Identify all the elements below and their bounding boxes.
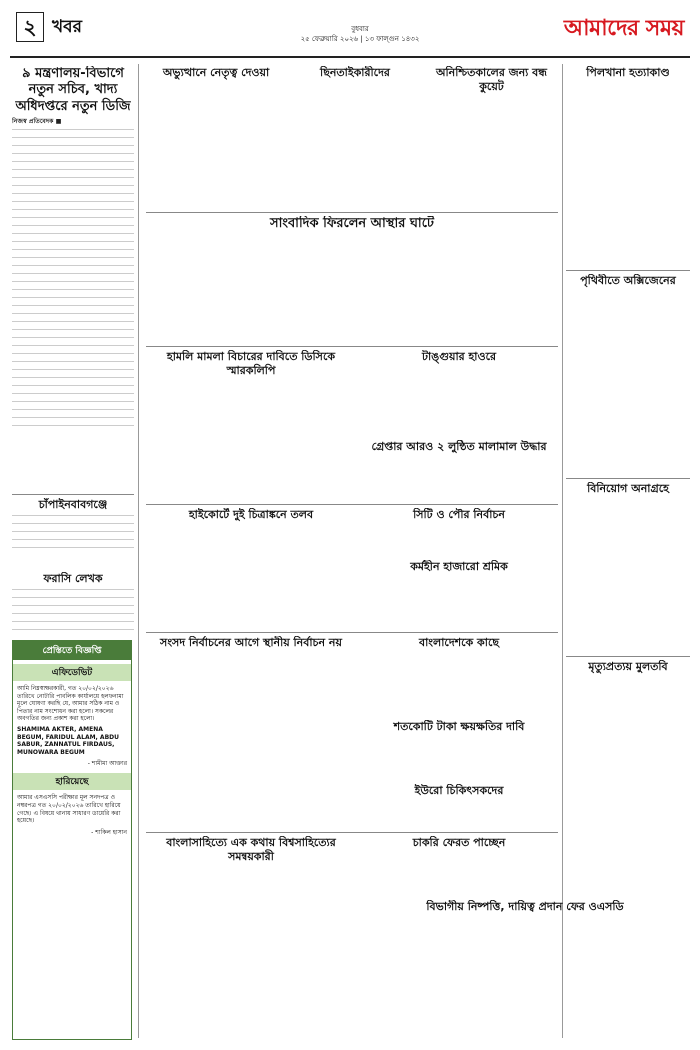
classified-item-body xyxy=(13,683,131,758)
article-investment[interactable] xyxy=(566,482,690,652)
article-headline: পিলখানা হত্যাকাণ্ড xyxy=(586,66,670,79)
article-eu[interactable] xyxy=(360,784,558,828)
article-headline: ৯ মন্ত্রণালয়-বিভাগে xyxy=(22,66,124,81)
article-mortuary[interactable] xyxy=(566,660,690,890)
section-name: খবর xyxy=(52,17,82,37)
article-headline: বাংলাসাহিত্যে এক কথায় বিশ্বসাহিত্যের সমন্বয়কারী xyxy=(166,836,336,863)
article-headline: বিভাগীয় নিষ্পত্তি, দায়িত্ব প্রদান ফের ওএসডি xyxy=(426,900,624,913)
article-headline: ইউরো চিকিৎসকদের xyxy=(414,784,504,797)
article-headline: অধিদপ্তরে নতুন ডিজি xyxy=(15,98,131,114)
article-headline: কর্মহীন হাজারো শ্রমিক xyxy=(410,560,508,573)
article-pilkhana[interactable] xyxy=(566,66,690,266)
page-number: ২ xyxy=(16,12,44,42)
article-headline: মৃত্যুপ্রত্যয় মুলতবি xyxy=(588,660,668,673)
article-dhaka[interactable] xyxy=(360,350,558,440)
divider xyxy=(566,656,690,657)
classified-ads-box xyxy=(12,640,132,1040)
article-body xyxy=(12,126,134,426)
classified-item-body xyxy=(13,792,131,826)
article-headline: ছিনতাইকারীদের xyxy=(320,66,390,79)
article-body xyxy=(12,512,134,548)
page-header xyxy=(10,8,690,58)
article-headline: হামলি মামলা বিচারের দাবিতে ডিসিকে স্মারকলিপি xyxy=(166,350,336,377)
article-local[interactable] xyxy=(146,636,356,826)
article-headline: সিটি ও পৌর নির্বাচন xyxy=(413,508,505,521)
article-language[interactable] xyxy=(146,836,356,1036)
header-full-date: ২৫ ফেব্রুয়ারি ২০২৬ | ১৩ ফাল্গুন ১৪৩২ xyxy=(300,35,420,43)
classified-names: SHAMIMA AKTER, AMENA BEGUM, FARIDUL ALAM, ABDU SABUR, ZANNATUL FIRDAUS, MUNOWARA BEGUM xyxy=(17,725,119,756)
article-journalists[interactable] xyxy=(146,216,558,336)
article-headline: শতকোটি টাকা ক্ষয়ক্ষতির দাবি xyxy=(393,720,525,733)
article-headline: অনিশ্চিতকালের জন্য বন্ধ কুয়েট xyxy=(435,66,547,93)
header-day: বুধবার xyxy=(351,25,369,33)
article-ministries[interactable] xyxy=(12,66,134,436)
article-hundred[interactable] xyxy=(360,720,558,780)
article-hindus[interactable] xyxy=(146,350,356,500)
article-body xyxy=(12,586,134,632)
classified-item-title: এফিডেভিট xyxy=(13,664,131,681)
article-writer[interactable] xyxy=(12,572,134,636)
masthead-logo[interactable] xyxy=(494,10,684,48)
classified-signature: - শামীমা আক্তার xyxy=(87,760,127,768)
article-city[interactable] xyxy=(360,508,558,558)
article-headline: নতুন সচিব, খাদ্য xyxy=(28,82,118,98)
article-headline: সাংবাদিক ফিরলেন আস্থার ঘাটে xyxy=(269,216,435,231)
article-worker[interactable] xyxy=(360,560,558,628)
article-headline: বাংলাদেশকে কাছে xyxy=(418,636,500,649)
article-world[interactable] xyxy=(566,274,690,474)
article-byline: নিজস্ব প্রতিবেদক ■ xyxy=(12,117,62,125)
article-headline: টাঙ্গুয়ার হাওরে xyxy=(421,350,497,363)
article-headline: ফরাসি লেখক xyxy=(43,572,103,585)
classified-filler: আমি নিম্নস্বাক্ষরকারী, গত ২০/০২/২০২৬ তারিখে নোটারি পাবলিক কার্যালয়ে হলফনামা মূলে ঘোষণা করছি যে, আমার সঠিক নাম ও পিতার নাম সংশোধন করা হলো। সকলের অবগতির জন্য প্রকাশ করা হলো। xyxy=(17,685,124,723)
article-highcourt[interactable] xyxy=(146,508,356,628)
article-headline: সংসদ নির্বাচনের আগে স্থানীয় নির্বাচন নয় xyxy=(160,636,342,649)
masthead-text: আমাদের সময় xyxy=(563,16,684,41)
article-headline: পৃথিবীতে অক্সিজেনের xyxy=(580,274,676,287)
classified-title: প্রেস্তিতে বিজ্ঞপ্তি xyxy=(13,641,131,660)
divider xyxy=(146,832,558,833)
article-jobs[interactable] xyxy=(360,836,558,896)
divider xyxy=(12,494,134,495)
divider xyxy=(146,346,558,347)
classified-signature: - শাকিল হাসান xyxy=(91,828,127,836)
article-headline: গ্রেপ্তার আরও ২ লুন্ঠিত মালামাল উদ্ধার xyxy=(371,440,547,453)
column-divider xyxy=(562,64,563,1038)
classified-item-title: হারিয়েছে xyxy=(13,773,131,790)
divider xyxy=(566,270,690,271)
classified-filler: আমার এসএসসি পরীক্ষার মূল সনদপত্র ও নম্বরপত্র গত ২০/০২/২০২৬ তারিখে হারিয়ে গেছে। এ বিষয়ে থানায় সাধারণ ডায়েরি করা হয়েছে। xyxy=(17,794,121,825)
article-division[interactable] xyxy=(360,900,690,1036)
divider xyxy=(146,504,558,505)
article-bangladesh[interactable] xyxy=(360,636,558,716)
article-cleanup[interactable] xyxy=(360,440,558,500)
article-headline: বিনিয়োগ অনাগ্রহে xyxy=(587,482,669,495)
article-headline: অভ্যুত্থানে নেতৃত্ব দেওয়া xyxy=(162,66,270,79)
article-headline: চাকরি ফেরত পাচ্ছেন xyxy=(412,836,506,849)
article-headline: হাইকোর্টে দুই চিত্রাঙ্কনে তলব xyxy=(188,508,314,521)
divider xyxy=(566,478,690,479)
header-date xyxy=(260,24,460,44)
column-divider xyxy=(138,64,139,1038)
divider xyxy=(146,212,558,213)
article-headline: চাঁপাইনবাবগঞ্জে xyxy=(38,498,108,511)
article-chapainawabganj[interactable] xyxy=(12,498,134,550)
divider xyxy=(146,632,558,633)
